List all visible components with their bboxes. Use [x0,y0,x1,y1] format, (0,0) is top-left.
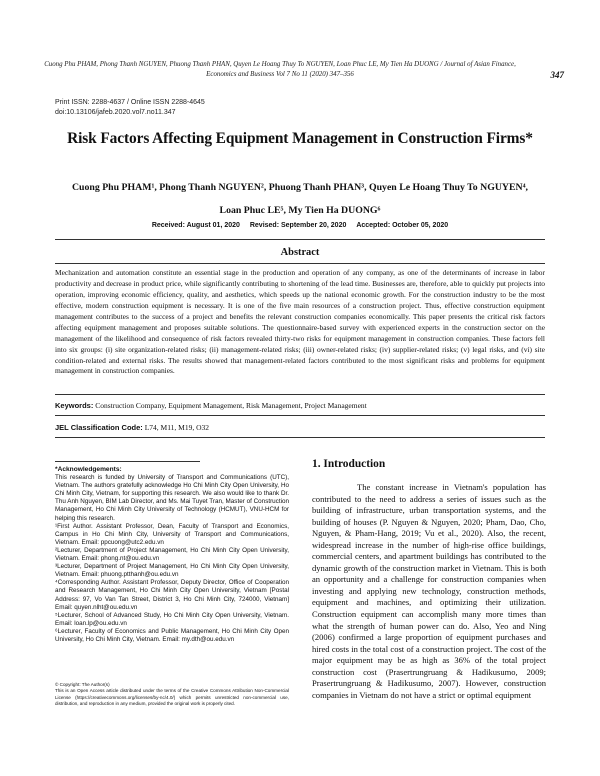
copyright-line: © Copyright: The Author(s) [55,682,110,687]
author-footnote: ⁴Corresponding Author. Assistant Professor, Deputy Director, Office of Cooperation and Research Management, Ho Chi Minh City Open University, Vietnam [Postal Address: 97, Vo Van Tan Street, District 3, Ho Chi Minh City, 724000, Vietnam] Email: quyen.nlht@ou.edu.vn [55,579,289,611]
revised-date: Revised: September 20, 2020 [249,222,347,229]
acknowledgements-heading: *Acknowledgements: [55,466,122,473]
keywords-rule [55,394,545,395]
author-line-2: Loan Phuc LE⁵, My Tien Ha DUONG⁶ [219,205,381,216]
abstract-top-rule [55,239,545,240]
author-line-1: Cuong Phu PHAM¹, Phong Thanh NGUYEN², Phuong Thanh PHAN³, Quyen Le Hoang Thuy To NGUYEN⁴, [71,182,528,193]
author-footnote: ³Lecturer, Department of Project Management, Ho Chi Minh City Open University, Vietnam. Email: phuong.ptthanh@ou.edu.vn [55,563,289,579]
jel-value: L74, M11, M19, O32 [142,423,209,432]
introduction-body: The constant increase in Vietnam's population has contributed to the need to address a series of issues such as the building of infrastructure, urban transportation systems, and the building of houses (P. Nguyen & Nguyen, 2020; Pham, Dao, Cho, Nguyen, & Pham-Hang, 2019; Vu et al., 2020). Also, the recent, widespread increase in the number of high-rise office buildings, commercial centers, and apartment buildings has contributed to the dynamic growth of the construction market in Vietnam. This is both an opportunity and a challenge for construction companies when investing and applying new technology, construction methods, equipment and machines, and optimizing their utilization. Construction equipment can accomplish many more times than what the strength of human power can do. Also, Yeo and Ning (2006) confirmed a large proportion of equipment purchases and hired costs in the total cost of a construction project. The cost of the major equipment may be as high as 36% of the total project construction cost (Prasertrungruang & Hadikusumo, 2009; Prasertrungruang & Hadikusumo, 2007). However, construction companies in Vietnam do not have a strict or optimal equipment [312,482,546,700]
author-footnote: ⁶Lecturer, Faculty of Economics and Public Management, Ho Chi Minh City Open University, Ho Chi Minh City, Vietnam. Email: my.dth@ou.edu.vn [55,627,289,643]
abstract-body: Mechanization and automation constitute an essential stage in the production and operation of any company, as one of the determinants of increase in labor productivity and decrease in product price, while significantly contributing to shortening of the lead time. Businesses are, therefore, able to quickly put projects into operation, improving economic efficiency, quality, and aesthetics, which speeds up the national economic growth. For the construction industry to be the most effective, modern construction equipment is necessary. It is one of the five main resources of a construction project. Thus, effective construction equipment management contributes to the success of a project and benefits the relevant construction companies economically. This paper presents the critical risk factors affecting equipment management and proposes suitable solutions. The questionnaire-based survey with experienced experts in the construction sector on the management of the likelihood and consequence of risk factors revealed thirty-two risks for equipment management in construction companies. These factors fell into six groups: (i) site organization-related risks; (ii) management-related risks; (iii) owner-related risks; (iv) supplier-related risks; (v) legal risks, and (vi) site condition-related and external risks. The results showed that management-related factors contributed to the most significant risks and problems for equipment management in construction companies. [55,268,545,376]
publication-meta [55,98,205,118]
footnotes [55,466,289,644]
accepted-date: Accepted: October 05, 2020 [356,222,449,229]
copyright-notice [55,682,289,707]
acknowledgements-text: This research is funded by University of Transport and Communications (UTC), Vietnam. The authors gratefully acknowledge Ho Chi Minh City Open University, Ho Chi Minh City, Vietnam, for supporting this research. We also would like to thank Dr. Thu Anh Nguyen, BIM Lab Director, and Ms. Mai Tuyet Tran, Master of Construction Management, Ho Chi Minh City University of Technology (HCMUT), VNU-HCM for helping this research. [55,474,289,522]
license-text: This is an Open Access article distributed under the terms of the Creative Commons Attribution Non-Commercial License (https://creativecommons.org/licenses/by-nc/4.0/) which permits unrestricted non-commercial use, distribution, and reproduction in any medium, provided the original work is properly cited. [55,688,289,706]
footnote-rule [55,461,200,462]
author-footnote: ²Lecturer, Department of Project Management, Ho Chi Minh City Open University, Vietnam. Email: phong.nt@ou.edu.vn [55,546,289,563]
keywords [55,401,545,410]
submission-dates [40,222,560,229]
running-head: Cuong Phu PHAM, Phong Thanh NGUYEN, Phuong Thanh PHAN, Quyen Le Hoang Thuy To NGUYEN, Loan Phuc LE, My Tien Ha DUONG / Journal of Asian Finance, Economics and Business Vol 7 No 11 (2020) 347–356 [44,61,516,78]
jel-codes [55,423,545,432]
received-date: Received: August 01, 2020 [151,222,240,229]
introduction-heading: 1. Introduction [312,458,386,470]
page-number: 347 [550,70,564,80]
jel-rule [55,415,545,416]
author-footnote: ⁵Lecturer, School of Advanced Study, Ho Chi Minh City Open University, Vietnam. Email: loan.lp@ou.edu.vn [55,611,289,627]
author-footnote: ¹First Author. Assistant Professor, Dean, Faculty of Transport and Economics, Campus in Ho Chi Minh City, University of Transport and Communications, Vietnam. Email: ppcuong@utc2.edu.vn [55,522,289,546]
jel-label: JEL Classification Code: [55,423,143,432]
jel-bottom-rule [55,437,545,438]
abstract-heading: Abstract [280,247,320,258]
keywords-label: Keywords: [55,401,94,410]
paper-title: Risk Factors Affecting Equipment Management in Construction Firms* [67,130,533,147]
doi-link[interactable]: doi:10.13106/jafeb.2020.vol7.no11.347 [55,109,176,116]
issn: Print ISSN: 2288-4637 / Online ISSN 2288-4645 [55,99,205,106]
abstract-heading-rule [55,263,545,264]
author-list [40,176,560,222]
keywords-value: Construction Company, Equipment Management, Risk Management, Project Management [93,401,367,410]
